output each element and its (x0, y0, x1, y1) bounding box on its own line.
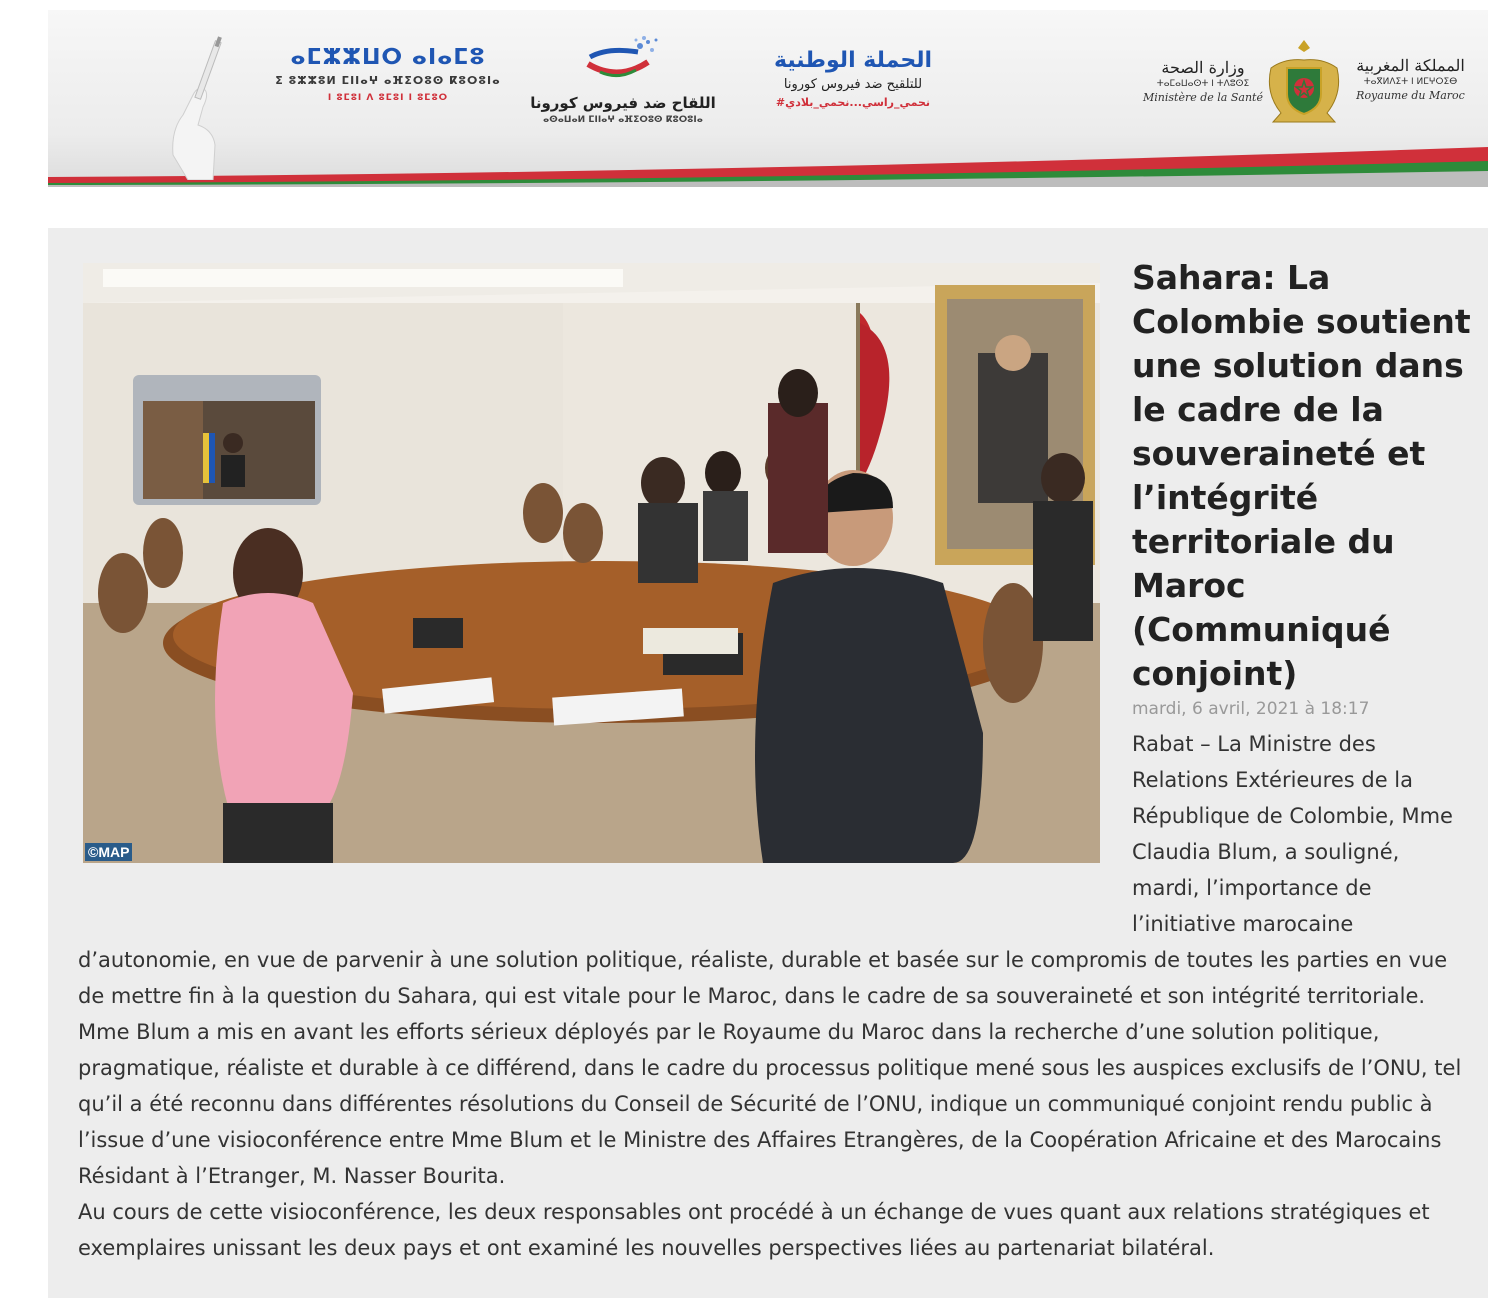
body-paragraph-2: Mme Blum a mis en avant les efforts sérieux déployés par le Royaume du Maroc dans la recherche d’une solution politique, pragmatique, réaliste et durable à ce différend, dans le cadre du processus politique mené sous les auspices exclusifs de l’ONU, tel qu’il a été reconnu dans différentes résolutions du Conseil de Sécurité de l’ONU, indique un communiqué conjoint rendu public à l’issue d’une visioconférence entre Mme Blum et le Ministre des Affaires Etrangères, de la Coopération Africaine et des Marocains Résidant à l’Etranger, M. Nasser Bourita. (78, 1020, 1462, 1188)
ministry-tifinagh: ⵜⴰⵎⴰⵡⴰⵙⵜ ⵏ ⵜⴷⵓⵙⵉ (1156, 79, 1250, 89)
tifinagh-subtitle: ⵉ ⵓⵣⵣⵓⵍ ⵎⵏⵏⴰⵖ ⴰⴼⵉⵔⵓⵙ ⴽⵓⵔⵓⵏⴰ (275, 74, 501, 87)
ministry-block (1138, 58, 1268, 104)
kingdom-french: Royaume du Maroc (1356, 89, 1465, 102)
vaccine-arabic-label: اللقاح ضد فيروس كورونا (530, 94, 716, 112)
banner-swoosh (48, 147, 1488, 187)
vaccine-logo-icon (578, 32, 668, 87)
article-body (78, 942, 1463, 1266)
kingdom-tifinagh: ⵜⴰⴳⵍⴷⵉⵜ ⵏ ⵍⵎⵖⵔⵉⴱ (1363, 77, 1458, 87)
campaign-hashtag: #نحمي_راسي...نحمي_بلادي (775, 96, 931, 109)
kingdom-block (1348, 56, 1473, 102)
article-lead (1132, 726, 1472, 942)
body-paragraph-3: Au cours de cette visioconférence, les deux responsables ont procédé à un échange de vues quant aux relations stratégiques et exemplaires unissant les deux pays et ont examiné les nouvelles perspectives liées au partenariat bilatéral. (78, 1200, 1430, 1260)
body-paragraph-1: d’autonomie, en vue de parvenir à une solution politique, réaliste, durable et basée sur le compromis de toutes les parties en vue de mettre fin à la question du Sahara, qui est vitale pour le Maroc, dans le cadre de sa souveraineté et son intégrité territoriale. (78, 948, 1448, 1008)
article-title[interactable]: Sahara: La Colombie soutient une solution dans le cadre de la souveraineté et l’intégrité territoriale du Maroc (Communiqué conjoint) (1132, 258, 1471, 693)
vaccine-logo-block (528, 32, 718, 125)
vaccine-tifinagh-label: ⴰⵙⴰⵡⴰⵍ ⵎⵏⵏⴰⵖ ⴰⴼⵉⵔⵓⵙ ⴽⵓⵔⵓⵏⴰ (543, 115, 703, 125)
meeting-room-photo (83, 263, 1100, 863)
ministry-french: Ministère de la Santé (1143, 91, 1263, 104)
article-date: mardi, 6 avril, 2021 à 18:17 (1132, 699, 1370, 719)
lead-paragraph: Rabat – La Ministre des Relations Extérieures de la République de Colombie, Mme Claudia Blum, a souligné, mardi, l’importance de l’initiative marocaine (1132, 732, 1453, 936)
ministry-arabic: وزارة الصحة (1161, 58, 1245, 77)
article-photo[interactable] (83, 263, 1100, 863)
royal-coat-of-arms-icon (1263, 38, 1345, 126)
campaign-title: الحملة الوطنية (773, 48, 932, 73)
tifinagh-tagline: ⵏ ⵓⵎⵓⵏ ⴷ ⵓⵎⵓⵏ ⵏ ⵓⵎⵓⵔ (327, 93, 449, 103)
kingdom-arabic: المملكة المغربية (1356, 56, 1465, 75)
national-campaign-block (748, 48, 958, 109)
tifinagh-campaign-block (258, 45, 518, 103)
vaccine-hand-illustration (143, 35, 233, 180)
tifinagh-title: ⴰⵎⵣⵣⵡⵔ ⴰⵏⴰⵎⵓ (290, 45, 486, 70)
photo-credit: ©MAP (85, 843, 132, 861)
article-card (48, 228, 1488, 1298)
campaign-subtitle: للتلقيح ضد فيروس كورونا (783, 77, 923, 92)
vaccination-campaign-banner[interactable] (48, 10, 1488, 187)
